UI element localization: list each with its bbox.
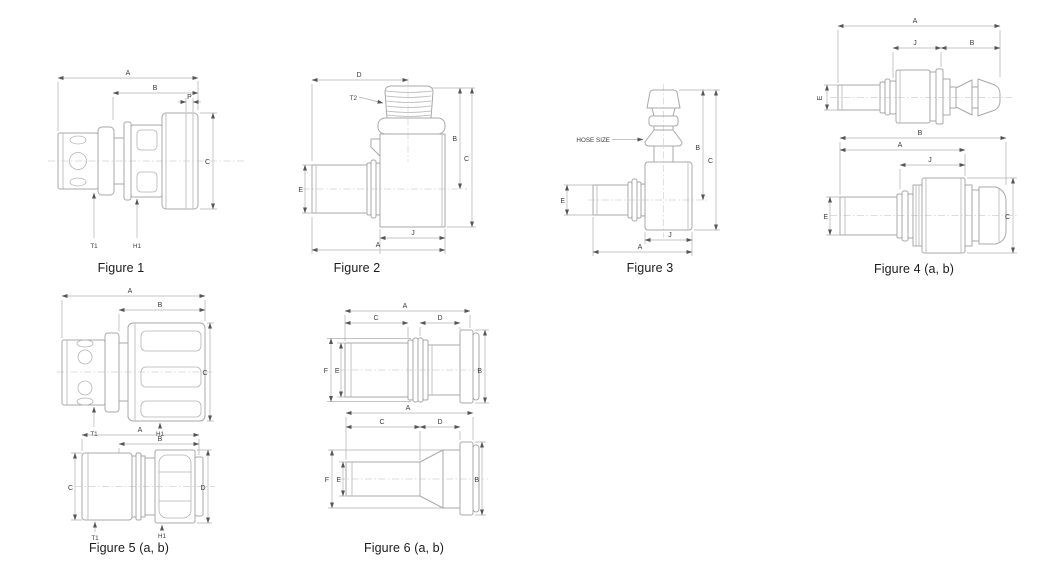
fig3-dimension-lines (564, 90, 720, 256)
fig5a-callout-h1-label: H1 (155, 431, 165, 438)
fig6a-dim-e-label: E (334, 368, 340, 375)
fig2-dim-d-label: D (356, 72, 362, 79)
fig3-dim-j-label: J (668, 232, 672, 239)
fig4b-dim-j-label: J (928, 157, 932, 164)
figure6-drawing (310, 300, 505, 545)
fig4a-dim-j-label: J (913, 40, 917, 47)
fig4a-part-outline (838, 69, 1000, 124)
fig1-callout-h1-label: H1 (132, 243, 142, 250)
figure5-caption: Figure 5 (a, b) (88, 541, 170, 555)
fig1-dim-p-label: P (187, 94, 192, 101)
fig1-dim-b-label: B (152, 85, 158, 92)
fig4a-dim-b-label: B (969, 40, 975, 47)
fig6b-dim-f-label: F (324, 477, 329, 484)
fig2-dim-c-label: C (463, 156, 469, 163)
fig3-callout-hose-size-label: HOSE SIZE (576, 137, 610, 144)
fig5b-dim-a-label: A (137, 427, 143, 434)
fig2-dim-e-label: E (298, 187, 303, 194)
fig2-part-outline (312, 86, 445, 227)
fig5b-dim-b-label: B (157, 436, 163, 443)
fig5b-callout-h1-label: H1 (157, 533, 167, 540)
fig3-part-outline (593, 90, 692, 230)
fig4a-dim-e-label: E (817, 95, 824, 101)
fig5a-dim-b-label: B (157, 302, 163, 309)
fig6a-part-outline (345, 330, 479, 403)
fig6a-dim-a-label: A (402, 303, 408, 310)
figure1-drawing (40, 52, 275, 264)
fig1-callout-t1-label: T1 (90, 243, 98, 250)
fig5a-dim-a-label: A (127, 288, 133, 295)
fig5b-callout-t1-label: T1 (91, 535, 99, 542)
fig6a-dim-c-label: C (373, 315, 379, 322)
fig5a-dimension-lines (62, 296, 214, 427)
fig4b-dim-b-label: B (917, 130, 923, 137)
fig3-dim-e-label: E (560, 198, 565, 205)
fig2-dim-b-label: B (452, 136, 457, 143)
fig6b-dim-c-label: C (379, 419, 385, 426)
fig1-dim-c-label: C (204, 159, 210, 166)
figure4-caption: Figure 4 (a, b) (873, 262, 955, 276)
fig2-dim-a-label: A (375, 242, 381, 249)
fig5a-dim-c-label: C (202, 370, 208, 377)
figure4-drawing (800, 15, 1039, 265)
fig4b-dim-a-label: A (897, 142, 903, 149)
fig1-dim-a-label: A (125, 70, 131, 77)
fig6b-dim-e-label: E (336, 477, 341, 484)
fig4a-dim-a-label: A (912, 18, 918, 25)
fig3-dim-a-label: A (637, 244, 643, 251)
figure2-caption: Figure 2 (333, 261, 381, 275)
fig4b-dim-c-label: C (1004, 214, 1010, 221)
figure5-drawing (55, 285, 240, 541)
fig5b-dim-d-label: D (200, 485, 206, 492)
figure3-drawing (550, 70, 750, 265)
figure2-drawing (295, 60, 510, 265)
fig6b-part-outline (346, 442, 479, 515)
fig6b-dim-a-label: A (405, 405, 411, 412)
fig3-dim-c-label: C (707, 158, 713, 165)
fig5b-dim-c-label: C (67, 485, 73, 492)
fig3-dim-b-label: B (695, 145, 700, 152)
fig6b-dim-d-label: D (437, 419, 443, 426)
fig2-dim-j-label: J (411, 230, 415, 237)
fig4b-dim-e-label: E (823, 214, 828, 221)
fig5a-callout-t1-label: T1 (90, 431, 98, 438)
figure3-caption: Figure 3 (626, 261, 674, 275)
fig6a-dim-b-label: B (477, 368, 482, 375)
figure1-caption: Figure 1 (97, 261, 145, 275)
figure6-caption: Figure 6 (a, b) (363, 541, 445, 555)
fig6a-dim-f-label: F (323, 368, 328, 375)
fig6a-dim-d-label: D (437, 315, 443, 322)
fig6b-dim-b-label: B (474, 477, 479, 484)
fig2-callout-t2-label: T2 (349, 95, 357, 102)
